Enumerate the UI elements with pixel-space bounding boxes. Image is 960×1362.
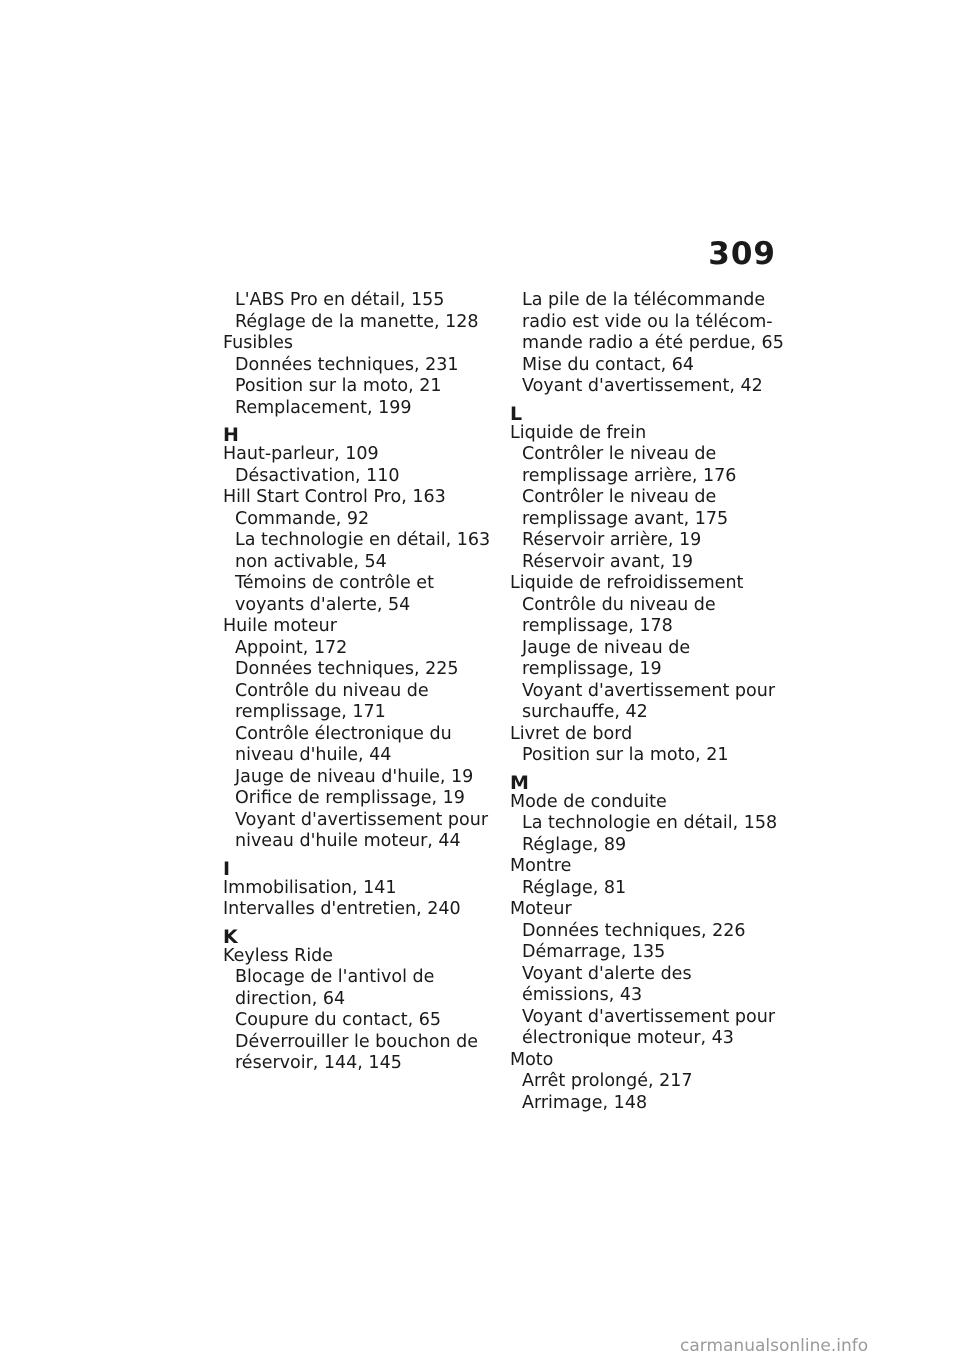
index-entry: Mode de conduite (510, 791, 667, 812)
index-entry: Fusibles (223, 333, 294, 353)
index-subentry-continuation: radio est vide ou la télécom- (522, 311, 773, 332)
index-subentry: Contrôle du niveau de (522, 594, 716, 615)
index-subentry-continuation: émissions, 43 (522, 985, 643, 1005)
index-subentry-continuation: niveau d'huile moteur, 44 (235, 831, 461, 851)
index-subentry: L'ABS Pro en détail, 155 (235, 290, 445, 310)
index-section-letter: I (223, 857, 231, 880)
index-subentry: Témoins de contrôle et (235, 573, 434, 593)
index-subentry: Réservoir arrière, 19 (522, 530, 702, 550)
index-section-letter: M (510, 771, 529, 794)
index-entry: Moteur (510, 899, 572, 919)
index-subentry: Contrôler le niveau de (522, 444, 717, 464)
index-subentry: La pile de la télécommande (522, 290, 766, 310)
index-entry: Liquide de refroidissement (510, 573, 744, 593)
index-subentry: Voyant d'alerte des (522, 963, 692, 984)
index-entry: Immobilisation, 141 (223, 877, 397, 898)
index-column-right (510, 290, 784, 1114)
index-subentry: Appoint, 172 (235, 637, 348, 658)
index-subentry: Voyant d'avertissement, 42 (522, 376, 763, 396)
index-subentry: Contrôle électronique du (235, 723, 452, 744)
index-subentry-continuation: remplissage avant, 175 (522, 508, 729, 529)
index-subentry: Jauge de niveau de (522, 637, 691, 658)
index-subentry: Remplacement, 199 (235, 397, 412, 418)
index-entry: Moto (510, 1049, 554, 1070)
index-subentry: Arrêt prolongé, 217 (522, 1071, 693, 1091)
index-subentry: Désactivation, 110 (235, 465, 400, 486)
index-entry: Hill Start Control Pro, 163 (223, 487, 446, 507)
index-subentry-continuation: niveau d'huile, 44 (235, 745, 392, 765)
index-subentry: Voyant d'avertissement pour (235, 809, 489, 830)
index-column-left (223, 290, 493, 1075)
index-entry: Liquide de frein (510, 422, 647, 443)
index-subentry: Arrimage, 148 (522, 1092, 648, 1113)
index-entry: Haut-parleur, 109 (223, 444, 379, 464)
index-subentry: Contrôler le niveau de (522, 487, 717, 507)
index-subentry-continuation: surchauffe, 42 (522, 702, 648, 722)
index-subentry: Position sur la moto, 21 (235, 376, 442, 396)
watermark-text: carmanualsonline.info (680, 1336, 869, 1356)
index-subentry: Coupure du contact, 65 (235, 1010, 442, 1030)
index-subentry-continuation: voyants d'alerte, 54 (235, 594, 411, 615)
index-subentry-continuation: réservoir, 144, 145 (235, 1053, 402, 1073)
index-subentry: Voyant d'avertissement pour (522, 680, 776, 701)
index-subentry: Réglage de la manette, 128 (235, 311, 479, 332)
index-subentry: Jauge de niveau d'huile, 19 (235, 766, 474, 787)
index-subentry: Mise du contact, 64 (522, 354, 695, 375)
index-subentry: Réglage, 89 (522, 834, 627, 855)
index-subentry: Déverrouiller le bouchon de (235, 1031, 479, 1052)
index-entry: Keyless Ride (223, 945, 334, 966)
index-subentry-continuation: électronique moteur, 43 (522, 1028, 734, 1048)
index-subentry-continuation: remplissage, 178 (522, 616, 673, 636)
index-subentry: Données techniques, 231 (235, 354, 459, 375)
page-number: 309 (708, 236, 776, 272)
index-subentry: Position sur la moto, 21 (522, 745, 729, 765)
index-entry: Intervalles d'entretien, 240 (223, 899, 461, 919)
index-entry: Livret de bord (510, 723, 633, 744)
index-subentry-continuation: remplissage, 171 (235, 702, 386, 722)
index-subentry-continuation: remplissage arrière, 176 (522, 465, 737, 486)
index-section-letter: H (223, 424, 239, 446)
index-subentry-continuation: mande radio a été perdue, 65 (522, 333, 784, 353)
index-entry: Huile moteur (223, 616, 337, 636)
index-subentry-continuation: remplissage, 19 (522, 659, 662, 679)
index-subentry: Réservoir avant, 19 (522, 551, 694, 572)
index-subentry: Commande, 92 (235, 508, 370, 529)
index-subentry: Réglage, 81 (522, 877, 627, 898)
index-subentry: Blocage de l'antivol de (235, 967, 435, 987)
index-subentry: Voyant d'avertissement pour (522, 1006, 776, 1027)
index-subentry: La technologie en détail, 163 (235, 530, 491, 550)
index-section-letter: K (223, 925, 238, 948)
index-entry: Montre (510, 856, 572, 876)
index-subentry: La technologie en détail, 158 (522, 813, 778, 833)
index-subentry: Données techniques, 226 (522, 920, 746, 941)
index-subentry: Démarrage, 135 (522, 942, 666, 962)
index-subentry: Contrôle du niveau de (235, 680, 429, 701)
index-section-letter: L (510, 402, 523, 425)
index-subentry: Données techniques, 225 (235, 659, 459, 679)
index-subentry: Orifice de remplissage, 19 (235, 788, 465, 808)
index-subentry-continuation: direction, 64 (235, 988, 346, 1009)
index-subentry: non activable, 54 (235, 551, 387, 572)
